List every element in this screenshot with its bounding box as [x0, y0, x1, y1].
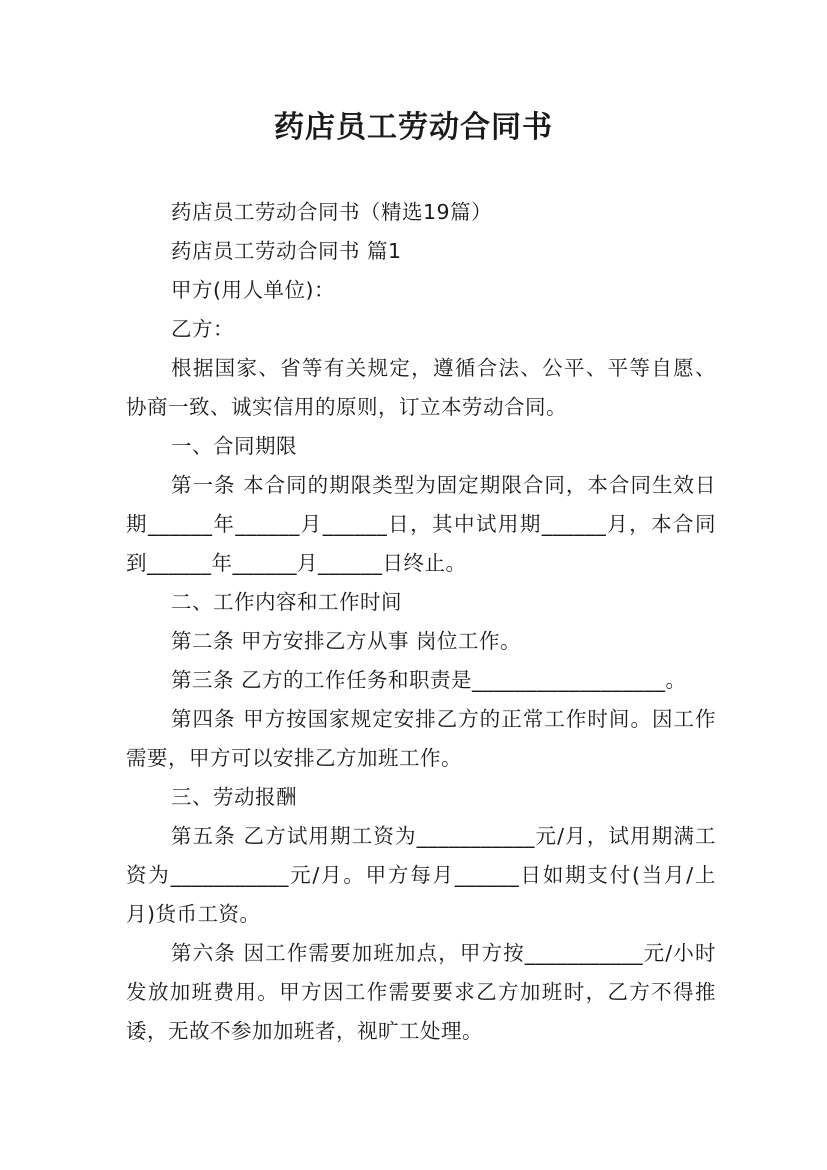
paragraph-article-3: 第三条 乙方的工作任务和职责是__________________。 — [171, 668, 687, 692]
paragraph-article-4: 第四条 甲方按国家规定安排乙方的正常工作时间。因工作需要，甲方可以安排乙方加班工作。 — [126, 707, 716, 770]
heading-compensation: 三、劳动报酬 — [171, 785, 297, 809]
heading-contract-term: 一、合同期限 — [171, 434, 297, 458]
paragraph-party-b: 乙方： — [171, 317, 234, 341]
paragraph-section-heading: 药店员工劳动合同书 篇1 — [171, 239, 402, 263]
paragraph-article-5: 第五条 乙方试用期工资为___________元/月，试用期满工资为___________元/月。甲方每月______日如期支付(当月/上月)货币工资。 — [126, 824, 716, 926]
paragraph-article-1: 第一条 本合同的期限类型为固定期限合同，本合同生效日期______年______月______日，其中试用期______月，本合同到______年______月______日终止。 — [126, 473, 716, 575]
document-title: 药店员工劳动合同书 — [274, 110, 553, 145]
heading-work-content: 二、工作内容和工作时间 — [171, 590, 402, 614]
paragraph-article-2: 第二条 甲方安排乙方从事 岗位工作。 — [171, 629, 522, 653]
paragraph-article-6: 第六条 因工作需要加班加点，甲方按___________元/小时发放加班费用。甲方因工作需要要求乙方加班时，乙方不得推诿，无故不参加加班者，视旷工处理。 — [126, 941, 716, 1043]
paragraph-subtitle: 药店员工劳动合同书（精选19篇） — [171, 200, 493, 224]
paragraph-party-a: 甲方(用人单位)： — [171, 278, 335, 302]
document-body — [126, 193, 716, 1051]
paragraph-preamble: 根据国家、省等有关规定，遵循合法、公平、平等自愿、协商一致、诚实信用的原则，订立本劳动合同。 — [126, 356, 716, 419]
